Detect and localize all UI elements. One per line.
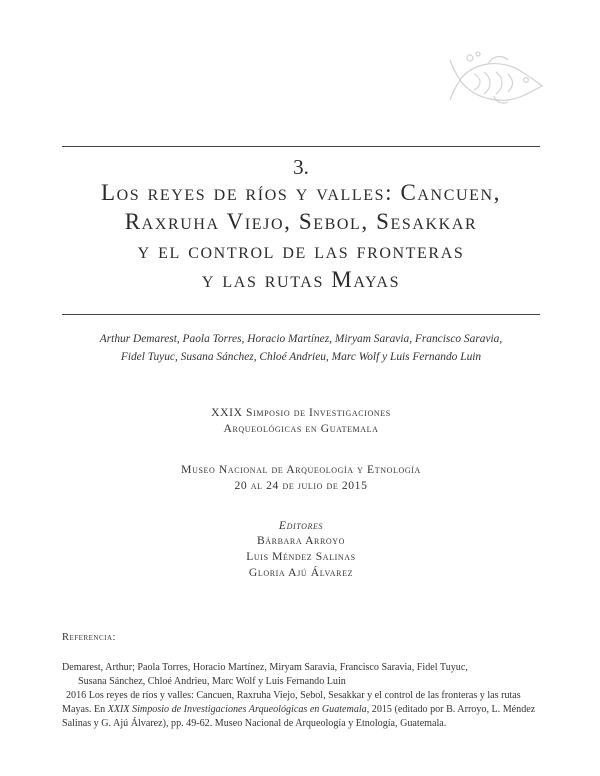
reference-line-4 bbox=[62, 704, 535, 715]
reference-line-4-start: Mayas. En bbox=[62, 704, 108, 715]
reference-line-2: Susana Sánchez, Chloé Andrieu, Marc Wolf y Luis Fernando Luin bbox=[78, 676, 346, 687]
chapter-title-line-4: y las rutas Mayas bbox=[201, 267, 401, 292]
authors bbox=[62, 330, 540, 366]
editors-label: Editores bbox=[278, 519, 324, 532]
authors-line-1: Arthur Demarest, Paola Torres, Horacio Martínez, Miryam Saravia, Francisco Saravia, bbox=[99, 333, 503, 345]
reference-line-3: 2016 Los reyes de ríos y valles: Cancuen, Raxruha Viejo, Sebol, Sesakkar y el control de las fronteras y las rutas bbox=[66, 690, 521, 701]
chapter-title-line-3: y el control de las fronteras bbox=[137, 238, 465, 263]
reference-book-title: XXIX Simposio de Investigaciones Arqueológicas en Guatemala bbox=[107, 704, 367, 715]
venue-date: 20 al 24 de julio de 2015 bbox=[234, 479, 368, 492]
chapter-title-line-2: Raxruha Viejo, Sebol, Sesakkar bbox=[124, 209, 478, 234]
reference-label: Referencia: bbox=[62, 632, 116, 643]
editor-name: Luis Méndez Salinas bbox=[246, 550, 356, 563]
editor-name: Gloria Ajú Álvarez bbox=[248, 566, 354, 579]
symposium-line-1: XXIX Simposio de Investigaciones bbox=[211, 406, 391, 419]
top-rule bbox=[62, 146, 540, 147]
chapter-number: 3. bbox=[293, 155, 309, 179]
middle-rule bbox=[62, 314, 540, 315]
fish-logo-icon bbox=[448, 50, 548, 108]
chapter-title-block bbox=[62, 156, 540, 294]
chapter-title-line-1: Los reyes de ríos y valles: Cancuen, bbox=[100, 180, 502, 205]
authors-line-2: Fidel Tuyuc, Susana Sánchez, Chloé Andrieu, Marc Wolf y Luis Fernando Luin bbox=[120, 351, 482, 363]
editor-name: Bárbara Arroyo bbox=[256, 534, 346, 547]
reference-line-5: Salinas y G. Ajú Álvarez), pp. 49-62. Museo Nacional de Arqueología y Etnología, Guatemala. bbox=[62, 718, 447, 729]
symposium-line-2: Arqueológicas en Guatemala bbox=[223, 422, 379, 435]
reference-line-1: Demarest, Arthur; Paola Torres, Horacio Martínez, Miryam Saravia, Francisco Saravia, Fidel Tuyuc, bbox=[62, 662, 468, 673]
reference-line-4-end: , 2015 (editado por B. Arroyo, L. Méndez bbox=[366, 704, 536, 715]
venue-line-1: Museo Nacional de Arqueología y Etnología bbox=[181, 463, 421, 476]
